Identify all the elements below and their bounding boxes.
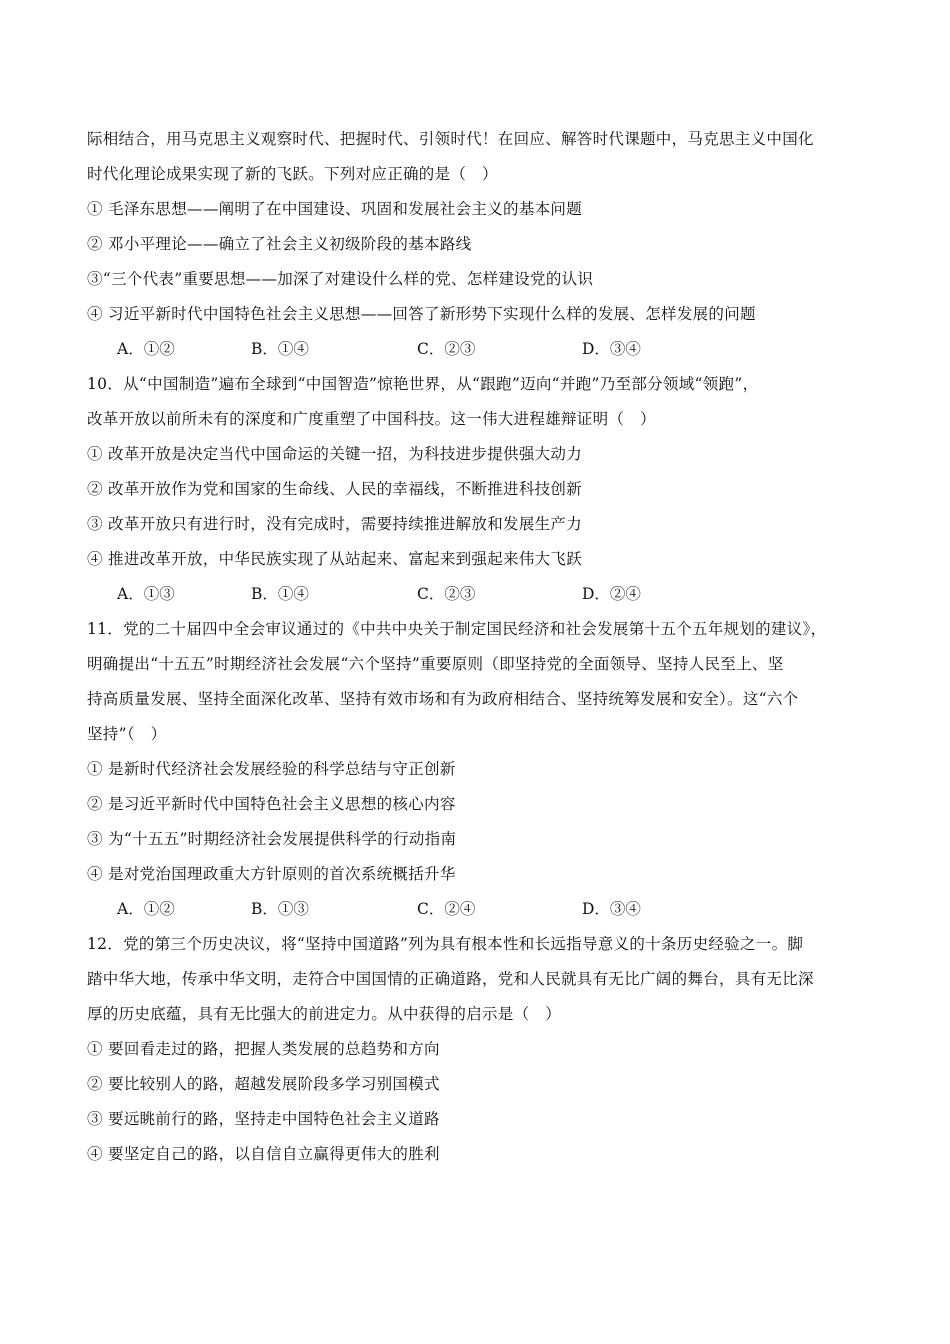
option-d: D．②④ [582,585,641,603]
question-stem-line: 持高质量发展、坚持全面深化改革、坚持有效市场和有为政府相结合、坚持统筹发展和安全）。这“六个 [87,690,799,708]
option-d: D．③④ [582,900,641,918]
question-stem-line: 明确提出“十五五”时期经济社会发展“六个坚持”重要原则（即坚持党的全面领导、坚持人民至上、坚 [87,655,784,673]
option-b: B．①④ [251,585,309,603]
statement-4: ④ 习近平新时代中国特色社会主义思想——回答了新形势下实现什么样的发展、怎样发展的问题 [87,305,756,323]
option-b: B．①③ [251,900,309,918]
option-a: A．①② [117,340,175,358]
option-c: C．②③ [417,340,476,358]
exam-page [87,122,877,1172]
statement-2: ② 要比较别人的路，超越发展阶段多学习别国模式 [87,1075,440,1093]
question-stem-line: 10．从“中国制造”遍布全球到“中国智造”惊艳世界，从“跟跑”迈向“并跑”乃至部分领域“领跑”， [87,375,759,393]
question-stem-line: 11．党的二十届四中全会审议通过的《中共中央关于制定国民经济和社会发展第十五个五年规划的建议》， [87,620,827,638]
statement-4: ④ 要坚定自己的路，以自信自立赢得更伟大的胜利 [87,1145,440,1163]
statement-3: ③ 要远眺前行的路，坚持走中国特色社会主义道路 [87,1110,440,1128]
question-stem-line: 12．党的第三个历史决议，将“坚持中国道路”列为具有根本性和长远指导意义的十条历史经验之一。脚 [87,935,804,953]
statement-4: ④ 是对党治国理政重大方针原则的首次系统概括升华 [87,865,456,883]
option-c: C．②③ [417,585,476,603]
question-stem-line: 厚的历史底蕴，具有无比强大的前进定力。从中获得的启示是（ ） [87,1005,562,1023]
answer-options [87,892,877,927]
statement-2: ② 改革开放作为党和国家的生命线、人民的幸福线，不断推进科技创新 [87,480,583,498]
question-stem-line: 坚持”（ ） [87,725,167,743]
option-a: A．①③ [117,585,175,603]
question-stem-line: 改革开放以前所未有的深度和广度重塑了中国科技。这一伟大进程雄辩证明（ ） [87,410,656,428]
statement-1: ① 改革开放是决定当代中国命运的关键一招，为科技进步提供强大动力 [87,445,583,463]
option-c: C．②④ [417,900,476,918]
statement-2: ② 邓小平理论——确立了社会主义初级阶段的基本路线 [87,235,472,253]
question-stem-line: 踏中华大地，传承中华文明，走符合中国国情的正确道路，党和人民就具有无比广阔的舞台，具有无比深 [87,970,814,988]
statement-1: ① 毛泽东思想——阐明了在中国建设、巩固和发展社会主义的基本问题 [87,200,583,218]
statement-1: ① 要回看走过的路，把握人类发展的总趋势和方向 [87,1040,440,1058]
question-10 [87,367,877,612]
question-stem-line: 际相结合，用马克思主义观察时代、把握时代、引领时代！在回应、解答时代课题中，马克思主义中国化 [87,130,814,148]
option-d: D．③④ [582,340,641,358]
statement-3: ③ 改革开放只有进行时，没有完成时，需要持续推进解放和发展生产力 [87,515,583,533]
question-stem-line: 时代化理论成果实现了新的飞跃。下列对应正确的是（ ） [87,165,498,183]
statement-3: ③“三个代表”重要思想——加深了对建设什么样的党、怎样建设党的认识 [87,270,594,288]
question-9 [87,122,877,367]
question-12 [87,927,877,1172]
statement-2: ② 是习近平新时代中国特色社会主义思想的核心内容 [87,795,456,813]
option-a: A．①② [117,900,175,918]
statement-4: ④ 推进改革开放，中华民族实现了从站起来、富起来到强起来伟大飞跃 [87,550,583,568]
answer-options [87,332,877,367]
statement-3: ③ 为“十五五”时期经济社会发展提供科学的行动指南 [87,830,457,848]
statement-1: ① 是新时代经济社会发展经验的科学总结与守正创新 [87,760,456,778]
answer-options [87,577,877,612]
option-b: B．①④ [251,340,309,358]
question-11 [87,612,877,927]
